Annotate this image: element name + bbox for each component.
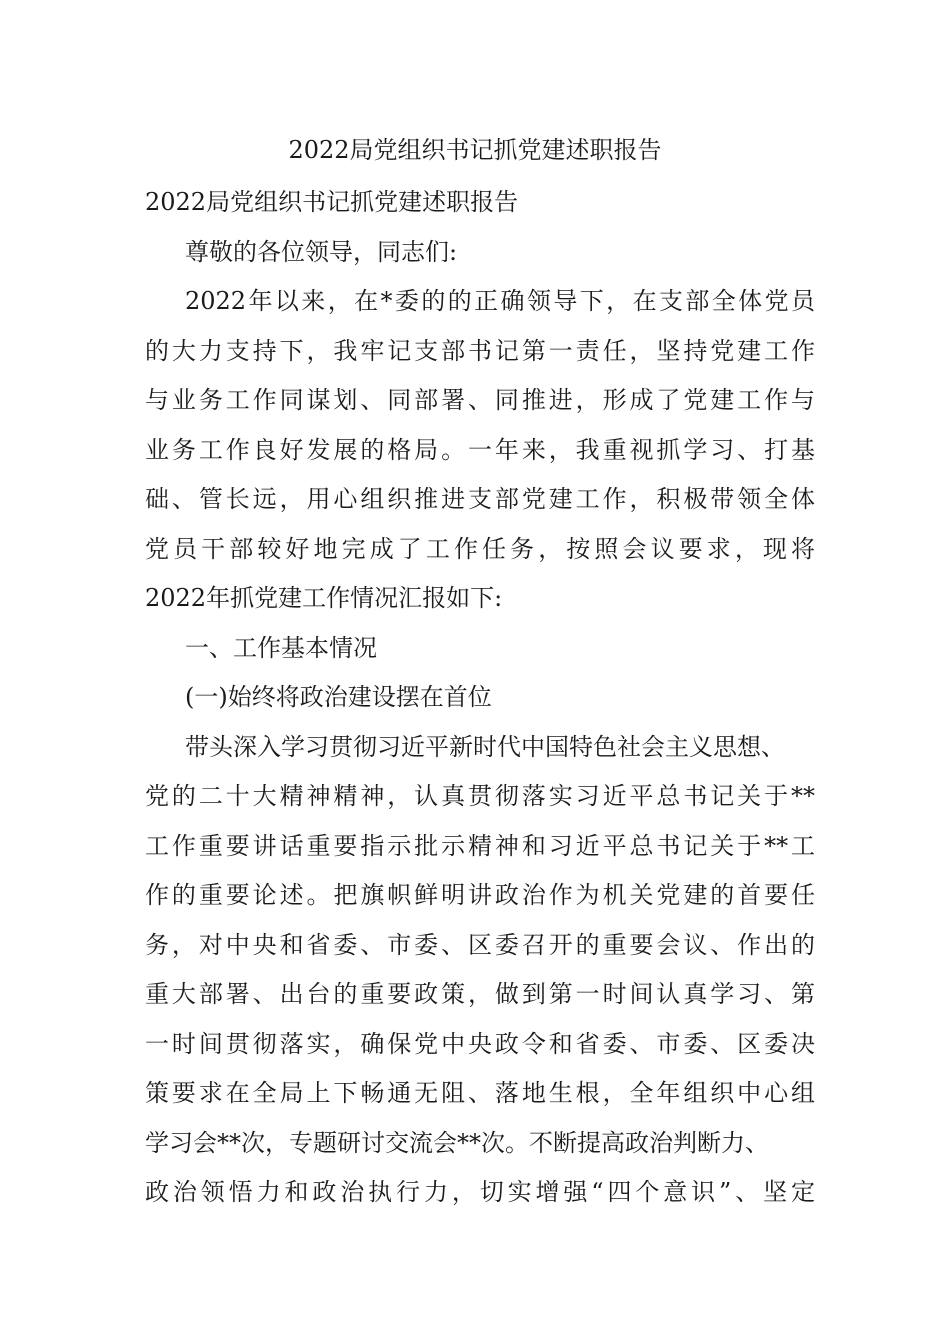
paragraph-line: 2022年抓党建工作情况汇报如下: [145, 584, 503, 612]
subsection-heading: (一)始终将政治建设摆在首位 [185, 683, 492, 711]
paragraph-political-building [145, 723, 815, 1218]
paragraph-intro [145, 277, 815, 624]
paragraph-line: 重大部署、出台的重要政策，做到第一时间认真学习、第 [145, 980, 815, 1008]
greeting: 尊敬的各位领导，同志们: [185, 237, 458, 266]
document-subtitle: 2022局党组织书记抓党建述职报告 [145, 188, 519, 216]
paragraph-line: 2022年以来，在*委的的正确领导下，在支部全体党员 [185, 287, 815, 315]
paragraph-line: 务，对中央和省委、市委、区委召开的重要会议、作出的 [145, 930, 815, 959]
section-heading: 一、工作基本情况 [185, 633, 377, 662]
paragraph-line: 一时间贯彻落实，确保党中央政令和省委、市委、区委决 [145, 1029, 815, 1058]
paragraph-line: 学习会**次，专题研讨交流会**次。不断提高政治判断力、 [145, 1128, 769, 1157]
document-body [145, 178, 815, 1218]
document-title: 2022局党组织书记抓党建述职报告 [288, 136, 662, 164]
paragraph-line: 政治领悟力和政治执行力，切实增强“四个意识”、坚定 [145, 1178, 815, 1206]
paragraph-line: 策要求在全局上下畅通无阻、落地生根，全年组织中心组 [145, 1079, 815, 1107]
paragraph-line: 党员干部较好地完成了工作任务，按照会议要求，现将 [145, 534, 815, 563]
paragraph-line: 与业务工作同谋划、同部署、同推进，形成了党建工作与 [145, 386, 815, 414]
paragraph-line: 党的二十大精神精神，认真贯彻落实习近平总书记关于** [145, 782, 815, 810]
paragraph-line: 础、管长远，用心组织推进支部党建工作，积极带领全体 [145, 485, 815, 513]
paragraph-line: 作的重要论述。把旗帜鲜明讲政治作为机关党建的首要任 [145, 881, 815, 909]
paragraph-line: 带头深入学习贯彻习近平新时代中国特色社会主义思想、 [185, 732, 785, 761]
paragraph-line: 工作重要讲话重要指示批示精神和习近平总书记关于**工 [145, 831, 815, 860]
paragraph-line: 的大力支持下，我牢记支部书记第一责任，坚持党建工作 [145, 336, 815, 365]
paragraph-line: 业务工作良好发展的格局。一年来，我重视抓学习、打基 [145, 435, 815, 464]
